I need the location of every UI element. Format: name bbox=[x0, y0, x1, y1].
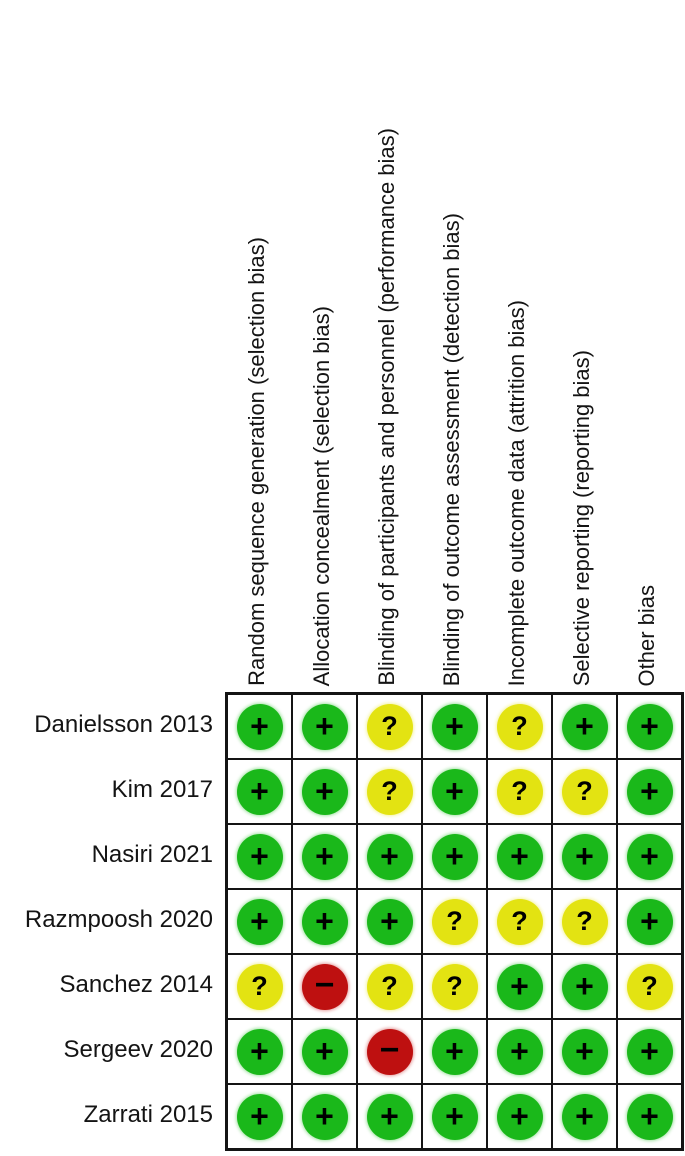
judgement-symbol: ? bbox=[511, 776, 528, 806]
judgement-symbol: + bbox=[445, 1097, 464, 1134]
judgement-cell bbox=[357, 759, 422, 824]
judgement-symbol: + bbox=[250, 837, 269, 874]
judgement-cell bbox=[552, 759, 617, 824]
judgement-grid bbox=[225, 692, 684, 1151]
judgement-cell bbox=[422, 954, 487, 1019]
study-label: Kim 2017 bbox=[111, 775, 213, 803]
risk-low-circle bbox=[302, 899, 348, 945]
column-header-label: Blinding of outcome assessment (detection bias) bbox=[439, 212, 465, 686]
risk-low-circle bbox=[627, 769, 673, 815]
judgement-symbol: + bbox=[575, 837, 594, 874]
judgement-symbol: ? bbox=[446, 971, 463, 1001]
risk-low-circle bbox=[432, 704, 478, 750]
judgement-cell bbox=[552, 1019, 617, 1084]
risk-low-circle bbox=[432, 1094, 478, 1140]
judgement-symbol: + bbox=[315, 1032, 334, 1069]
judgement-cell bbox=[617, 694, 682, 759]
risk-low-circle bbox=[627, 899, 673, 945]
risk-low-circle bbox=[497, 964, 543, 1010]
column-header-label: Incomplete outcome data (attrition bias) bbox=[504, 299, 530, 686]
risk-unclear-circle bbox=[562, 899, 608, 945]
judgement-cell bbox=[357, 824, 422, 889]
judgement-cell bbox=[552, 889, 617, 954]
judgement-symbol: ? bbox=[576, 776, 593, 806]
column-header-label: Other bias bbox=[634, 584, 660, 686]
judgement-cell bbox=[422, 759, 487, 824]
judgement-cell bbox=[227, 1084, 292, 1149]
judgement-symbol: + bbox=[510, 837, 529, 874]
risk-low-circle bbox=[562, 964, 608, 1010]
judgement-symbol: + bbox=[445, 707, 464, 744]
risk-low-circle bbox=[627, 704, 673, 750]
judgement-cell bbox=[357, 889, 422, 954]
judgement-symbol: + bbox=[640, 1097, 659, 1134]
judgement-symbol: + bbox=[640, 772, 659, 809]
risk-low-circle bbox=[497, 1029, 543, 1075]
judgement-cell bbox=[422, 1084, 487, 1149]
risk-low-circle bbox=[302, 1029, 348, 1075]
risk-low-circle bbox=[302, 834, 348, 880]
judgement-cell bbox=[487, 694, 552, 759]
risk-low-circle bbox=[302, 704, 348, 750]
judgement-symbol: ? bbox=[446, 906, 463, 936]
risk-low-circle bbox=[237, 704, 283, 750]
column-header bbox=[485, 0, 550, 686]
judgement-symbol: + bbox=[575, 1032, 594, 1069]
judgement-symbol: + bbox=[445, 1032, 464, 1069]
risk-low-circle bbox=[237, 769, 283, 815]
judgement-cell bbox=[617, 889, 682, 954]
judgement-cell bbox=[552, 954, 617, 1019]
judgement-symbol: ? bbox=[511, 906, 528, 936]
judgement-cell bbox=[552, 1084, 617, 1149]
judgement-cell bbox=[227, 694, 292, 759]
column-header-label: Selective reporting (reporting bias) bbox=[569, 349, 595, 686]
judgement-symbol: + bbox=[315, 707, 334, 744]
risk-low-circle bbox=[432, 769, 478, 815]
judgement-symbol: + bbox=[640, 1032, 659, 1069]
column-header bbox=[355, 0, 420, 686]
risk-low-circle bbox=[302, 769, 348, 815]
judgement-cell bbox=[552, 824, 617, 889]
judgement-symbol: + bbox=[640, 902, 659, 939]
study-label: Sergeev 2020 bbox=[63, 1035, 213, 1063]
risk-unclear-circle bbox=[237, 964, 283, 1010]
judgement-symbol: + bbox=[575, 707, 594, 744]
judgement-symbol: + bbox=[640, 837, 659, 874]
risk-low-circle bbox=[367, 899, 413, 945]
risk-low-circle bbox=[562, 704, 608, 750]
judgement-cell bbox=[292, 954, 357, 1019]
risk-unclear-circle bbox=[497, 704, 543, 750]
column-header bbox=[225, 0, 290, 686]
judgement-cell bbox=[227, 824, 292, 889]
judgement-cell bbox=[487, 824, 552, 889]
judgement-cell bbox=[617, 954, 682, 1019]
column-header-label: Random sequence generation (selection bias) bbox=[244, 237, 270, 686]
judgement-symbol: ? bbox=[576, 906, 593, 936]
risk-high-circle bbox=[302, 964, 348, 1010]
risk-low-circle bbox=[627, 834, 673, 880]
judgement-symbol: + bbox=[510, 1097, 529, 1134]
judgement-symbol: ? bbox=[251, 971, 268, 1001]
study-label: Sanchez 2014 bbox=[59, 970, 213, 998]
judgement-symbol: + bbox=[640, 707, 659, 744]
risk-unclear-circle bbox=[367, 769, 413, 815]
judgement-symbol: + bbox=[380, 902, 399, 939]
judgement-cell bbox=[292, 759, 357, 824]
risk-low-circle bbox=[237, 834, 283, 880]
risk-unclear-circle bbox=[432, 899, 478, 945]
study-label: Danielsson 2013 bbox=[34, 710, 213, 738]
risk-low-circle bbox=[562, 1094, 608, 1140]
judgement-symbol: + bbox=[315, 902, 334, 939]
judgement-symbol: ? bbox=[641, 971, 658, 1001]
judgement-cell bbox=[487, 954, 552, 1019]
risk-low-circle bbox=[562, 834, 608, 880]
judgement-cell bbox=[422, 824, 487, 889]
judgement-cell bbox=[292, 1084, 357, 1149]
judgement-cell bbox=[422, 889, 487, 954]
judgement-symbol: ? bbox=[511, 711, 528, 741]
column-header-label: Allocation concealment (selection bias) bbox=[309, 305, 335, 686]
judgement-symbol: + bbox=[575, 1097, 594, 1134]
judgement-cell bbox=[227, 889, 292, 954]
judgement-cell bbox=[227, 954, 292, 1019]
judgement-symbol: + bbox=[445, 772, 464, 809]
judgement-symbol: + bbox=[315, 772, 334, 809]
judgement-symbol: + bbox=[250, 1097, 269, 1134]
judgement-cell bbox=[422, 1019, 487, 1084]
risk-low-circle bbox=[497, 1094, 543, 1140]
risk-low-circle bbox=[237, 1029, 283, 1075]
study-label: Nasiri 2021 bbox=[91, 840, 213, 868]
judgement-symbol: + bbox=[250, 772, 269, 809]
column-header bbox=[290, 0, 355, 686]
judgement-cell bbox=[227, 1019, 292, 1084]
risk-low-circle bbox=[497, 834, 543, 880]
judgement-symbol: + bbox=[250, 707, 269, 744]
risk-unclear-circle bbox=[367, 964, 413, 1010]
risk-low-circle bbox=[367, 834, 413, 880]
risk-unclear-circle bbox=[562, 769, 608, 815]
judgement-cell bbox=[227, 759, 292, 824]
risk-low-circle bbox=[237, 899, 283, 945]
column-header bbox=[550, 0, 615, 686]
column-header bbox=[615, 0, 680, 686]
risk-low-circle bbox=[562, 1029, 608, 1075]
judgement-symbol: + bbox=[380, 1097, 399, 1134]
judgement-symbol: + bbox=[250, 902, 269, 939]
judgement-symbol: + bbox=[510, 967, 529, 1004]
judgement-symbol: + bbox=[380, 837, 399, 874]
judgement-cell bbox=[487, 759, 552, 824]
judgement-cell bbox=[617, 824, 682, 889]
risk-low-circle bbox=[432, 834, 478, 880]
judgement-cell bbox=[422, 694, 487, 759]
judgement-cell bbox=[357, 694, 422, 759]
judgement-cell bbox=[357, 1019, 422, 1084]
study-label: Zarrati 2015 bbox=[83, 1100, 213, 1128]
risk-unclear-circle bbox=[432, 964, 478, 1010]
judgement-cell bbox=[617, 1084, 682, 1149]
risk-low-circle bbox=[627, 1094, 673, 1140]
judgement-symbol: + bbox=[315, 1097, 334, 1134]
judgement-symbol: + bbox=[575, 967, 594, 1004]
risk-unclear-circle bbox=[367, 704, 413, 750]
judgement-symbol: ? bbox=[381, 971, 398, 1001]
judgement-symbol: ? bbox=[381, 776, 398, 806]
judgement-cell bbox=[617, 759, 682, 824]
judgement-cell bbox=[357, 954, 422, 1019]
study-label: Razmpoosh 2020 bbox=[24, 905, 213, 933]
judgement-cell bbox=[617, 1019, 682, 1084]
risk-high-circle bbox=[367, 1029, 413, 1075]
judgement-symbol: − bbox=[379, 1030, 400, 1069]
risk-unclear-circle bbox=[627, 964, 673, 1010]
judgement-cell bbox=[487, 889, 552, 954]
judgement-cell bbox=[292, 1019, 357, 1084]
judgement-symbol: + bbox=[445, 837, 464, 874]
judgement-symbol: − bbox=[314, 965, 335, 1004]
column-header bbox=[420, 0, 485, 686]
judgement-cell bbox=[487, 1019, 552, 1084]
column-header-label: Blinding of participants and personnel (performance bias) bbox=[374, 128, 400, 686]
judgement-symbol: + bbox=[510, 1032, 529, 1069]
judgement-symbol: + bbox=[315, 837, 334, 874]
judgement-cell bbox=[292, 824, 357, 889]
risk-low-circle bbox=[627, 1029, 673, 1075]
risk-low-circle bbox=[367, 1094, 413, 1140]
risk-low-circle bbox=[302, 1094, 348, 1140]
risk-unclear-circle bbox=[497, 899, 543, 945]
risk-low-circle bbox=[237, 1094, 283, 1140]
judgement-symbol: + bbox=[250, 1032, 269, 1069]
judgement-cell bbox=[292, 889, 357, 954]
judgement-cell bbox=[292, 694, 357, 759]
judgement-cell bbox=[487, 1084, 552, 1149]
judgement-symbol: ? bbox=[381, 711, 398, 741]
risk-low-circle bbox=[432, 1029, 478, 1075]
judgement-cell bbox=[357, 1084, 422, 1149]
risk-unclear-circle bbox=[497, 769, 543, 815]
judgement-cell bbox=[552, 694, 617, 759]
